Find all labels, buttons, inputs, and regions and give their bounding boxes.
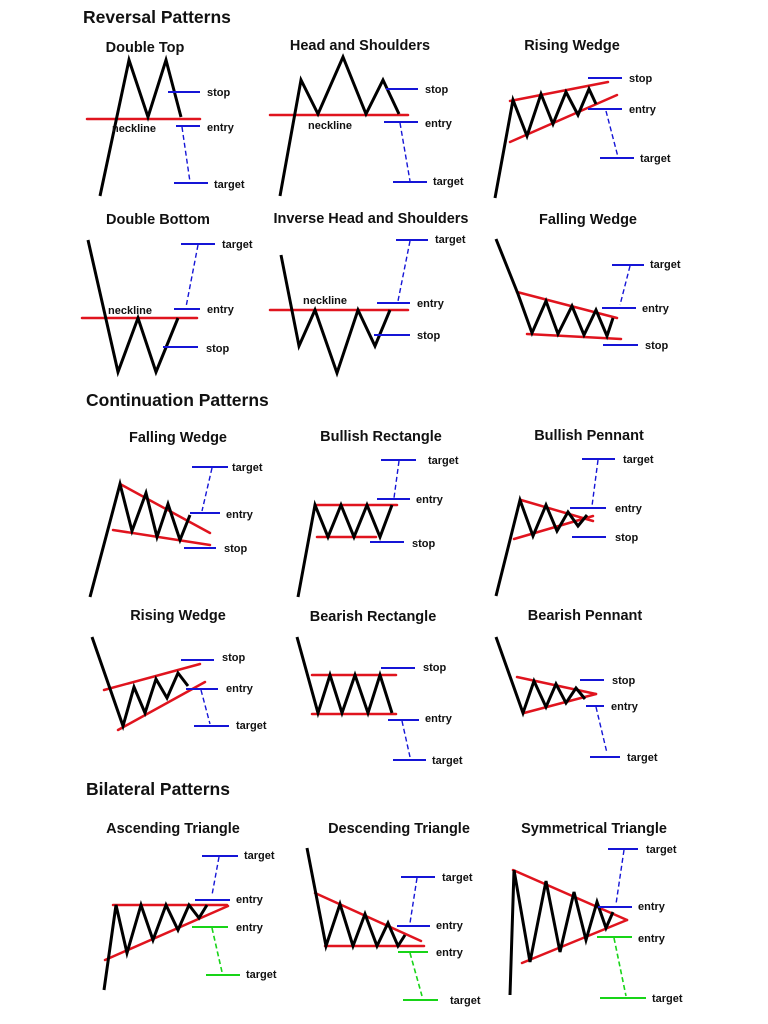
pattern-inverse-head-and-shoulders xyxy=(270,211,469,373)
target-label: target xyxy=(222,239,253,251)
pattern-title: Falling Wedge xyxy=(538,212,638,228)
pattern-symmetrical-triangle xyxy=(510,821,683,1005)
alt-target-label: target xyxy=(450,995,481,1007)
entry-label: entry xyxy=(236,894,263,906)
projection-line xyxy=(201,690,210,724)
pattern-falling-wedge-continuation xyxy=(90,430,263,597)
pattern-rising-wedge-continuation xyxy=(92,608,267,732)
target-label: target xyxy=(214,179,245,191)
entry-label: entry xyxy=(425,713,452,725)
entry-label: entry xyxy=(416,494,443,506)
entry-label: entry xyxy=(629,104,656,116)
pattern-bearish-pennant xyxy=(496,608,658,764)
section-title-bilateral: Bilateral Patterns xyxy=(86,779,230,799)
projection-line xyxy=(620,266,630,305)
stop-label: stop xyxy=(417,330,441,342)
section-title-continuation: Continuation Patterns xyxy=(86,390,269,410)
neckline-label: neckline xyxy=(303,295,348,307)
pattern-title: Rising Wedge xyxy=(524,38,620,54)
price-path xyxy=(496,239,613,336)
entry-label: entry xyxy=(207,304,234,316)
projection-line xyxy=(606,111,618,157)
alt-entry-label: entry xyxy=(638,933,665,945)
pattern-title: Bearish Rectangle xyxy=(309,609,437,625)
entry-label: entry xyxy=(436,920,463,932)
projection-line xyxy=(394,461,399,498)
alt-projection-line xyxy=(614,938,626,996)
alt-entry-label: entry xyxy=(236,922,263,934)
projection-line xyxy=(402,721,410,757)
pattern-title: Symmetrical Triangle xyxy=(521,821,667,837)
entry-label: entry xyxy=(642,303,669,315)
pattern-double-bottom xyxy=(82,212,253,372)
alt-projection-line xyxy=(410,953,422,996)
target-label: target xyxy=(640,153,671,165)
alt-entry-label: entry xyxy=(436,947,463,959)
target-label: target xyxy=(650,259,681,271)
price-path xyxy=(104,905,207,990)
pattern-title: Bullish Rectangle xyxy=(320,429,442,445)
entry-label: entry xyxy=(611,701,638,713)
pattern-title: Descending Triangle xyxy=(328,821,470,837)
target-label: target xyxy=(627,752,658,764)
entry-label: entry xyxy=(226,683,253,695)
target-label: target xyxy=(236,720,267,732)
projection-line xyxy=(596,707,607,753)
target-label: target xyxy=(646,844,677,856)
stop-label: stop xyxy=(423,662,447,674)
entry-label: entry xyxy=(638,901,665,913)
neckline-label: neckline xyxy=(112,123,157,135)
stop-label: stop xyxy=(224,543,248,555)
target-label: target xyxy=(232,462,263,474)
projection-line xyxy=(182,127,190,182)
pattern-rising-wedge-reversal xyxy=(495,38,671,198)
pattern-falling-wedge-reversal xyxy=(496,212,681,352)
projection-line xyxy=(202,468,212,511)
pattern-title: Head and Shoulders xyxy=(289,38,431,54)
projection-line xyxy=(616,850,624,904)
alt-projection-line xyxy=(212,928,222,972)
pattern-bearish-rectangle xyxy=(297,609,463,767)
projection-line xyxy=(410,878,417,923)
pattern-title: Double Bottom xyxy=(106,212,210,228)
entry-label: entry xyxy=(226,509,253,521)
alt-target-label: target xyxy=(246,969,277,981)
price-path xyxy=(495,89,596,198)
projection-line xyxy=(186,245,198,307)
upper-trendline xyxy=(104,664,200,690)
projection-line xyxy=(212,857,219,895)
entry-label: entry xyxy=(615,503,642,515)
stop-label: stop xyxy=(222,652,246,664)
section-title-reversal: Reversal Patterns xyxy=(83,7,231,27)
entry-label: entry xyxy=(425,118,452,130)
pattern-bullish-rectangle xyxy=(298,429,459,597)
projection-line xyxy=(398,241,410,301)
stop-label: stop xyxy=(615,532,639,544)
pattern-title: Inverse Head and Shoulders xyxy=(273,211,469,227)
lower-trendline xyxy=(524,694,596,713)
pattern-ascending-triangle xyxy=(104,821,277,990)
stop-label: stop xyxy=(207,87,231,99)
pattern-title: Bearish Pennant xyxy=(527,608,643,624)
target-label: target xyxy=(433,176,464,188)
stop-label: stop xyxy=(612,675,636,687)
target-label: target xyxy=(432,755,463,767)
projection-line xyxy=(592,460,598,506)
lower-trendline xyxy=(113,530,210,545)
pattern-bullish-pennant xyxy=(496,428,654,596)
target-label: target xyxy=(435,234,466,246)
entry-label: entry xyxy=(207,122,234,134)
stop-label: stop xyxy=(425,84,449,96)
pattern-title: Ascending Triangle xyxy=(106,821,240,837)
stop-label: stop xyxy=(645,340,669,352)
target-label: target xyxy=(623,454,654,466)
target-label: target xyxy=(442,872,473,884)
pattern-title: Double Top xyxy=(105,40,185,56)
price-path xyxy=(281,255,390,373)
projection-line xyxy=(400,123,410,181)
target-label: target xyxy=(244,850,275,862)
pattern-double-top xyxy=(87,40,245,196)
stop-label: stop xyxy=(206,343,230,355)
pattern-head-and-shoulders xyxy=(270,38,464,196)
alt-target-label: target xyxy=(652,993,683,1005)
entry-label: entry xyxy=(417,298,444,310)
pattern-title: Rising Wedge xyxy=(130,608,226,624)
neckline-label: neckline xyxy=(108,305,153,317)
stop-label: stop xyxy=(629,73,653,85)
pattern-descending-triangle xyxy=(307,821,481,1007)
neckline-label: neckline xyxy=(308,120,353,132)
target-label: target xyxy=(428,455,459,467)
price-path xyxy=(298,505,392,597)
pattern-title: Bullish Pennant xyxy=(534,428,644,444)
stop-label: stop xyxy=(412,538,436,550)
pattern-title: Falling Wedge xyxy=(128,430,228,446)
